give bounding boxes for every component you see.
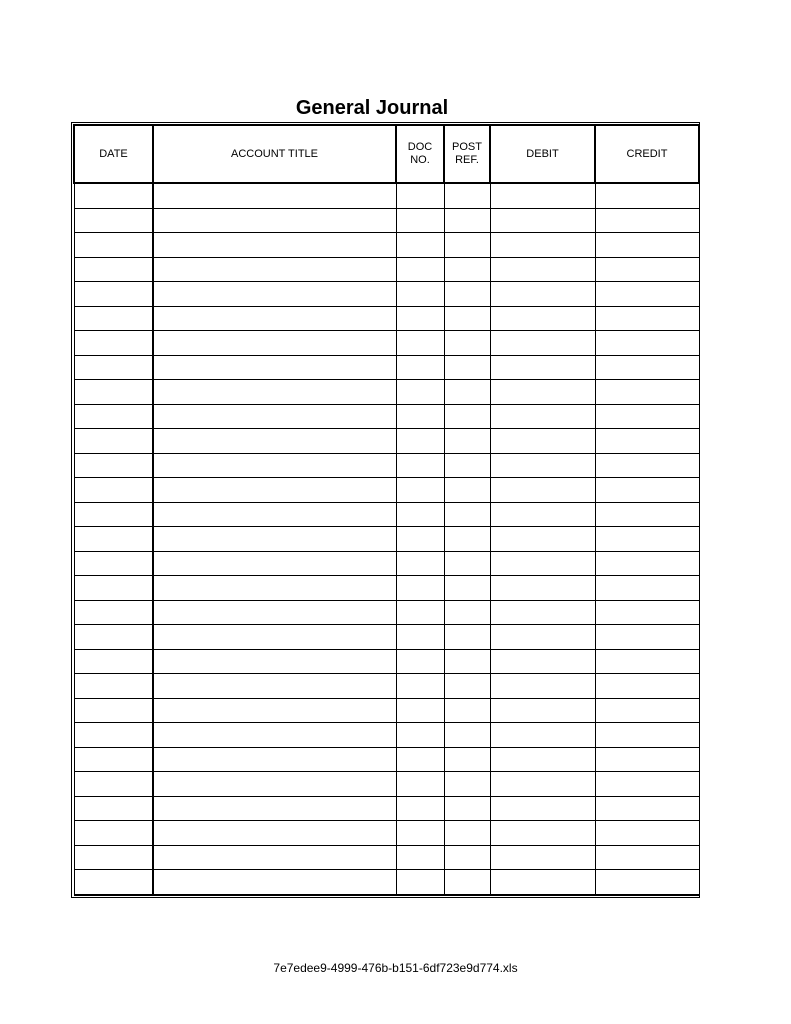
cell-credit [595,429,699,454]
table-row [74,380,699,405]
cell-date [74,478,153,503]
cell-account-title [153,478,396,503]
cell-debit [490,723,595,748]
table-row [74,600,699,625]
cell-debit [490,845,595,870]
page-title: General Journal [295,97,449,119]
cell-date [74,282,153,307]
table-row [74,821,699,846]
table-row [74,723,699,748]
cell-account-title [153,404,396,429]
table-row [74,183,699,208]
cell-date [74,674,153,699]
cell-doc-no [396,870,444,895]
cell-credit [595,257,699,282]
cell-debit [490,257,595,282]
table-row [74,674,699,699]
cell-credit [595,576,699,601]
cell-date [74,723,153,748]
cell-credit [595,331,699,356]
cell-date [74,331,153,356]
cell-debit [490,453,595,478]
cell-date [74,870,153,895]
cell-doc-no [396,306,444,331]
table-row [74,747,699,772]
cell-debit [490,282,595,307]
cell-doc-no [396,796,444,821]
cell-debit [490,502,595,527]
table-row [74,502,699,527]
cell-doc-no [396,208,444,233]
cell-account-title [153,502,396,527]
cell-account-title [153,331,396,356]
table-row [74,478,699,503]
cell-credit [595,478,699,503]
cell-doc-no [396,527,444,552]
cell-post-ref [444,331,490,356]
cell-debit [490,796,595,821]
cell-date [74,429,153,454]
cell-post-ref [444,502,490,527]
cell-account-title [153,625,396,650]
table-row [74,233,699,258]
cell-date [74,183,153,208]
cell-doc-no [396,380,444,405]
cell-credit [595,502,699,527]
cell-post-ref [444,380,490,405]
cell-date [74,600,153,625]
cell-debit [490,870,595,895]
cell-credit [595,698,699,723]
cell-date [74,257,153,282]
cell-account-title [153,282,396,307]
cell-doc-no [396,698,444,723]
header-row [74,125,699,183]
cell-post-ref [444,625,490,650]
cell-debit [490,821,595,846]
cell-date [74,576,153,601]
cell-credit [595,233,699,258]
cell-credit [595,870,699,895]
table-row [74,404,699,429]
cell-account-title [153,821,396,846]
cell-post-ref [444,233,490,258]
cell-account-title [153,845,396,870]
cell-credit [595,404,699,429]
cell-post-ref [444,600,490,625]
cell-post-ref [444,551,490,576]
cell-date [74,625,153,650]
table-row [74,453,699,478]
cell-post-ref [444,282,490,307]
table-row [74,306,699,331]
cell-doc-no [396,576,444,601]
header-date [74,125,153,183]
cell-account-title [153,796,396,821]
cell-credit [595,208,699,233]
header-date-label: DATE [99,147,128,160]
cell-date [74,821,153,846]
cell-debit [490,576,595,601]
cell-account-title [153,257,396,282]
cell-debit [490,674,595,699]
cell-credit [595,453,699,478]
table-row [74,845,699,870]
cell-post-ref [444,183,490,208]
cell-debit [490,527,595,552]
table-row [74,796,699,821]
cell-doc-no [396,772,444,797]
cell-credit [595,183,699,208]
cell-debit [490,478,595,503]
cell-post-ref [444,355,490,380]
cell-account-title [153,429,396,454]
cell-doc-no [396,478,444,503]
cell-doc-no [396,625,444,650]
cell-credit [595,527,699,552]
cell-date [74,453,153,478]
header-credit-label: CREDIT [626,147,668,160]
cell-doc-no [396,723,444,748]
cell-post-ref [444,674,490,699]
cell-account-title [153,527,396,552]
table-row [74,698,699,723]
cell-post-ref [444,429,490,454]
cell-account-title [153,674,396,699]
cell-debit [490,183,595,208]
cell-doc-no [396,331,444,356]
table-row [74,257,699,282]
cell-debit [490,625,595,650]
cell-post-ref [444,208,490,233]
cell-doc-no [396,282,444,307]
cell-account-title [153,747,396,772]
footer-filename: 7e7edee9-4999-476b-b151-6df723e9d774.xls [273,961,518,975]
cell-debit [490,233,595,258]
cell-post-ref [444,404,490,429]
cell-post-ref [444,576,490,601]
cell-credit [595,306,699,331]
cell-doc-no [396,600,444,625]
cell-post-ref [444,453,490,478]
cell-debit [490,698,595,723]
cell-debit [490,331,595,356]
cell-credit [595,674,699,699]
cell-debit [490,649,595,674]
cell-doc-no [396,649,444,674]
header-post-ref-line1: POST [452,141,482,153]
header-post-ref-line2: REF. [455,154,479,166]
cell-credit [595,600,699,625]
header-credit [595,125,699,183]
cell-account-title [153,723,396,748]
cell-post-ref [444,698,490,723]
cell-credit [595,380,699,405]
cell-post-ref [444,747,490,772]
cell-post-ref [444,306,490,331]
table-row [74,429,699,454]
cell-doc-no [396,845,444,870]
cell-doc-no [396,257,444,282]
cell-debit [490,772,595,797]
header-doc-no-line1: DOC [407,141,433,153]
cell-doc-no [396,747,444,772]
cell-debit [490,208,595,233]
cell-date [74,747,153,772]
header-debit [490,125,595,183]
journal-body [74,183,699,895]
cell-debit [490,429,595,454]
cell-account-title [153,576,396,601]
cell-date [74,502,153,527]
cell-debit [490,355,595,380]
cell-credit [595,796,699,821]
cell-account-title [153,649,396,674]
cell-date [74,796,153,821]
cell-account-title [153,306,396,331]
cell-doc-no [396,821,444,846]
cell-post-ref [444,527,490,552]
cell-credit [595,649,699,674]
table-row [74,649,699,674]
cell-date [74,380,153,405]
cell-post-ref [444,772,490,797]
cell-date [74,698,153,723]
cell-credit [595,772,699,797]
cell-doc-no [396,404,444,429]
cell-date [74,772,153,797]
cell-doc-no [396,502,444,527]
table-row [74,870,699,895]
cell-credit [595,355,699,380]
cell-account-title [153,355,396,380]
cell-credit [595,282,699,307]
header-doc-no-line2: NO. [410,154,430,166]
table-row [74,527,699,552]
cell-account-title [153,600,396,625]
cell-account-title [153,772,396,797]
cell-debit [490,551,595,576]
cell-account-title [153,698,396,723]
header-doc-no [396,125,444,183]
cell-doc-no [396,355,444,380]
cell-doc-no [396,183,444,208]
cell-post-ref [444,845,490,870]
cell-account-title [153,183,396,208]
header-post-ref [444,125,490,183]
cell-credit [595,821,699,846]
cell-debit [490,306,595,331]
cell-post-ref [444,723,490,748]
cell-date [74,551,153,576]
cell-account-title [153,453,396,478]
cell-date [74,306,153,331]
cell-post-ref [444,870,490,895]
table-row [74,331,699,356]
cell-doc-no [396,674,444,699]
cell-debit [490,404,595,429]
table-row [74,282,699,307]
cell-credit [595,747,699,772]
cell-doc-no [396,551,444,576]
cell-account-title [153,551,396,576]
table-row [74,772,699,797]
table-row [74,355,699,380]
cell-account-title [153,233,396,258]
table-row [74,625,699,650]
cell-date [74,845,153,870]
header-debit-label: DEBIT [526,147,559,160]
cell-post-ref [444,796,490,821]
cell-debit [490,600,595,625]
journal-table-frame [71,122,700,898]
cell-date [74,233,153,258]
table-row [74,551,699,576]
cell-date [74,404,153,429]
cell-credit [595,845,699,870]
header-account-title [153,125,396,183]
cell-doc-no [396,429,444,454]
cell-credit [595,625,699,650]
cell-date [74,208,153,233]
cell-doc-no [396,233,444,258]
table-row [74,576,699,601]
cell-date [74,649,153,674]
cell-debit [490,380,595,405]
journal-table [73,124,700,896]
cell-debit [490,747,595,772]
cell-account-title [153,208,396,233]
cell-doc-no [396,453,444,478]
cell-credit [595,551,699,576]
cell-post-ref [444,478,490,503]
cell-credit [595,723,699,748]
cell-date [74,355,153,380]
cell-date [74,527,153,552]
cell-account-title [153,380,396,405]
cell-post-ref [444,649,490,674]
cell-account-title [153,870,396,895]
cell-post-ref [444,257,490,282]
header-account-title-label: ACCOUNT TITLE [231,147,318,160]
table-row [74,208,699,233]
cell-post-ref [444,821,490,846]
